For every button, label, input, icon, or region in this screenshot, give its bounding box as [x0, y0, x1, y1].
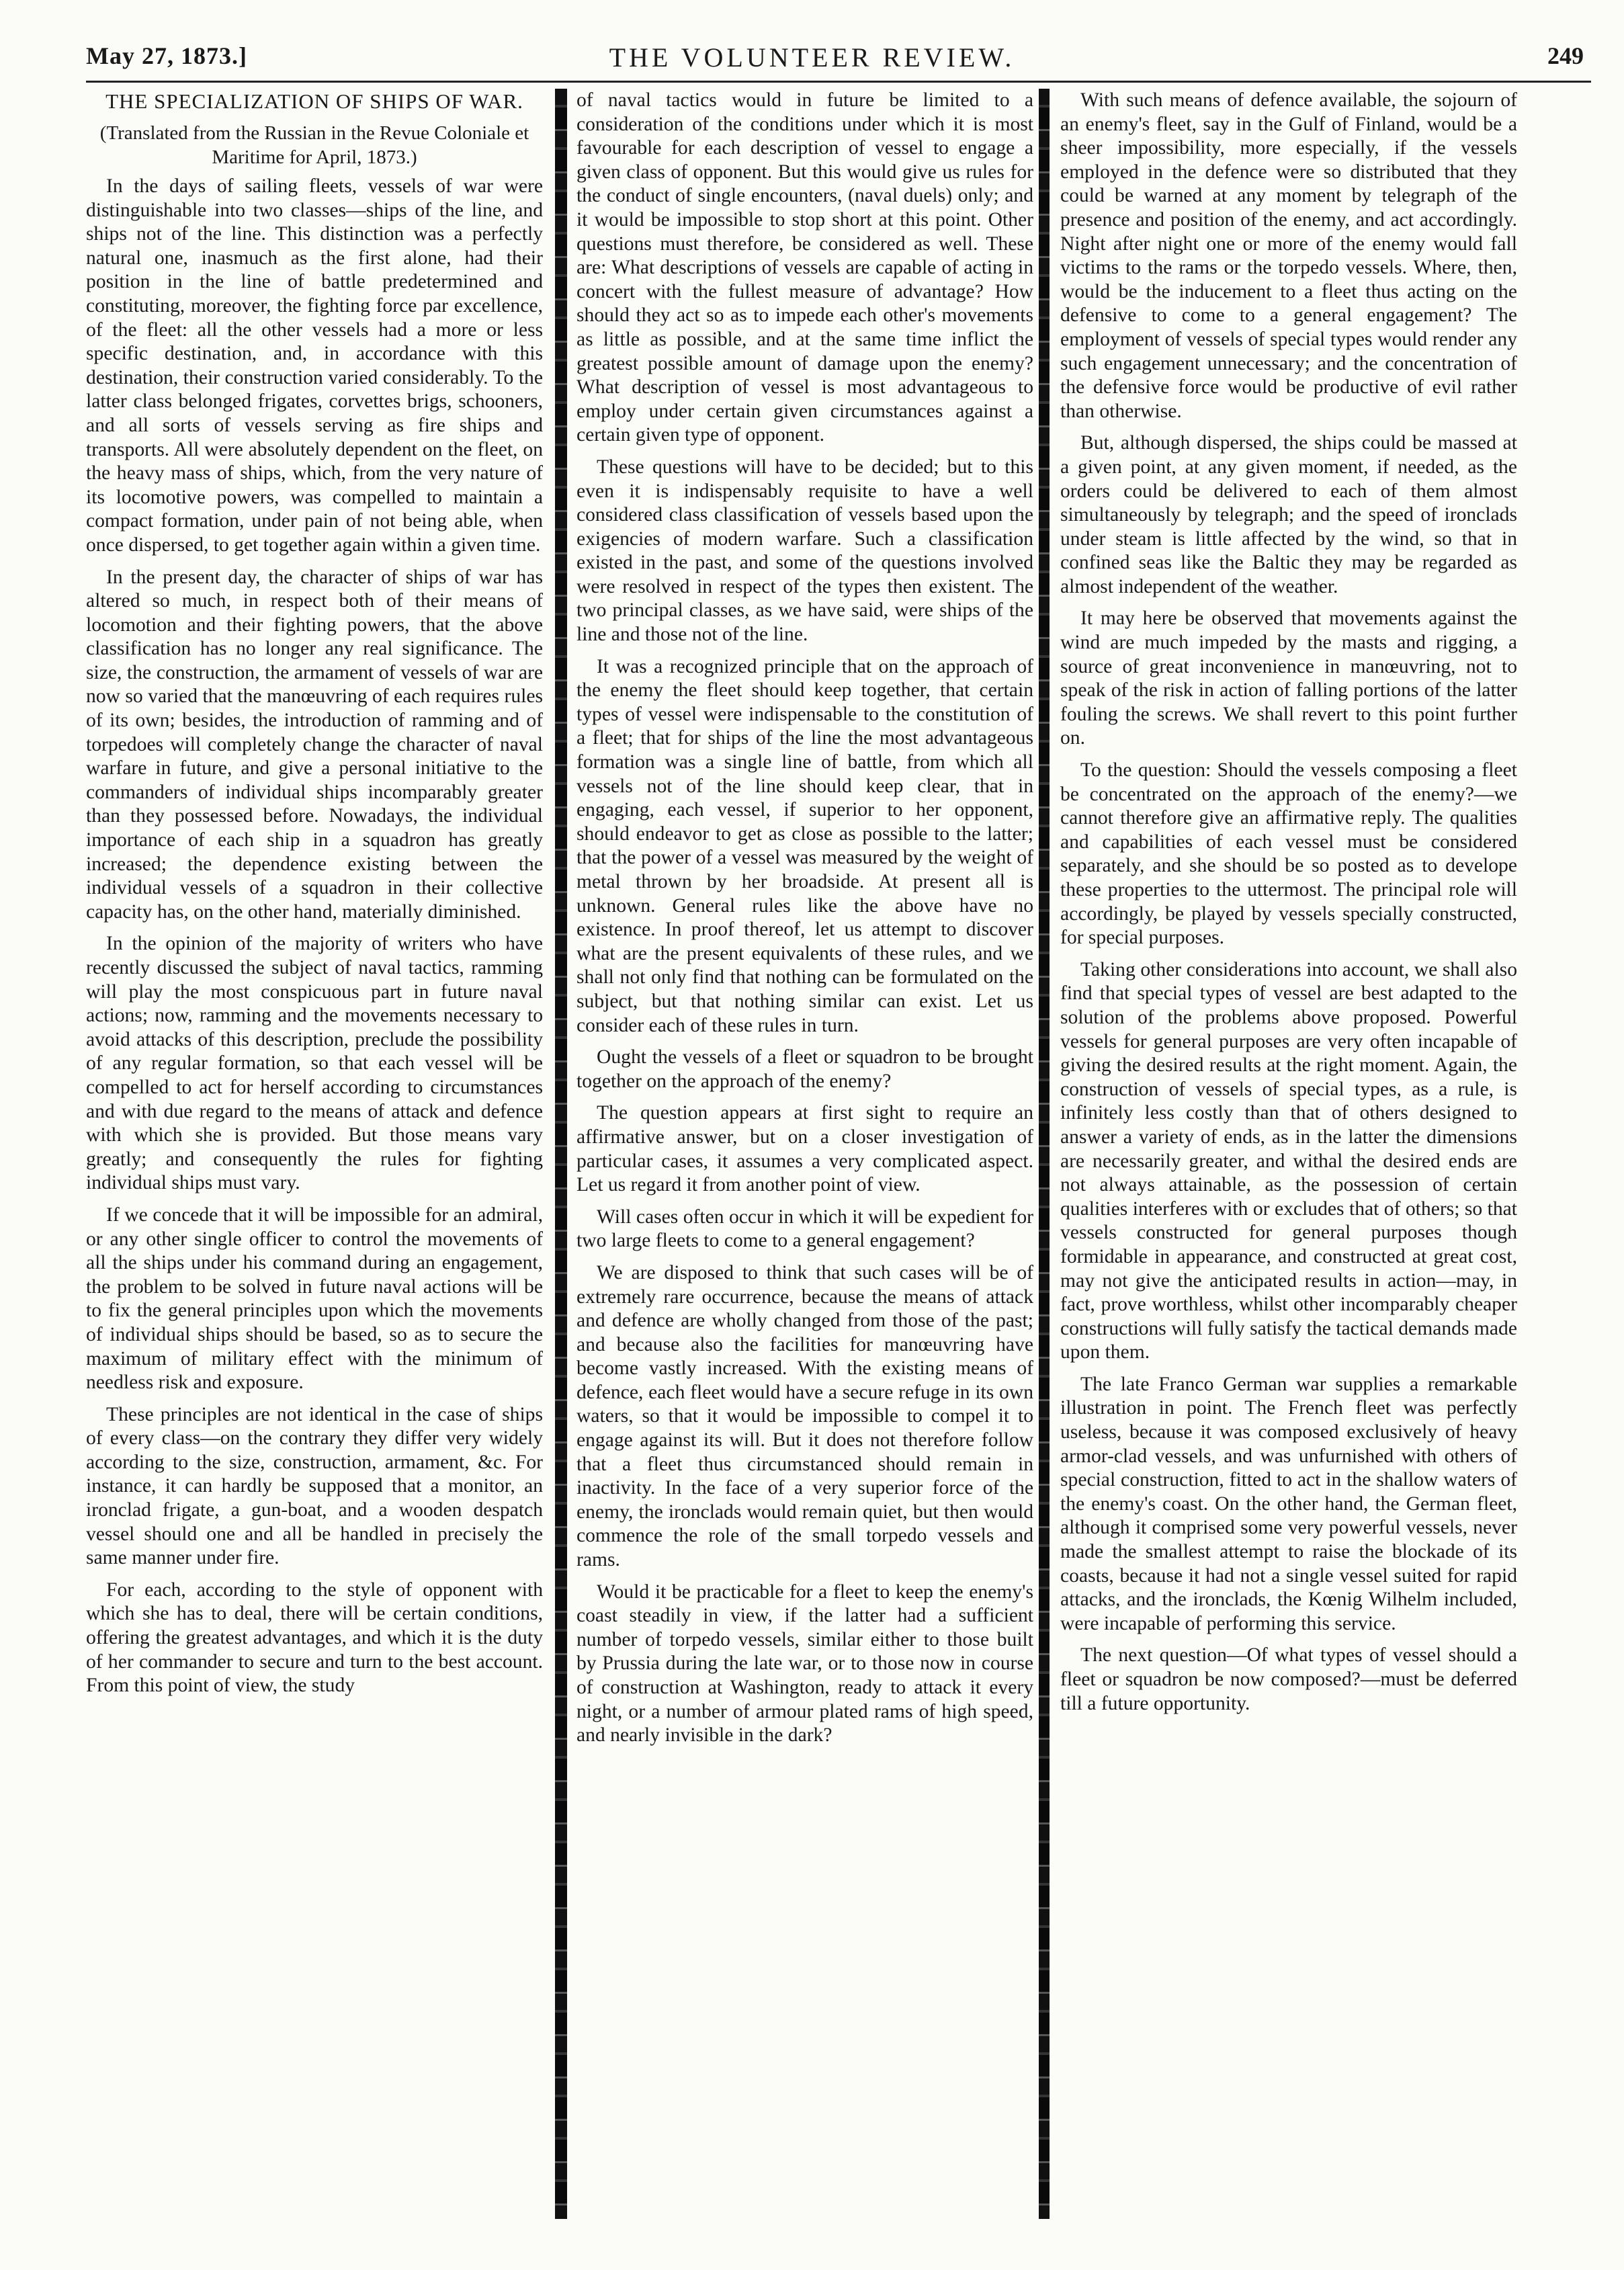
paragraph: The next question—Of what types of vessel should a fleet or squadron be now composed?—must be deferred till a future opportunity.: [1060, 1644, 1517, 1714]
page-number: 249: [1547, 42, 1584, 69]
paragraph: Taking other considerations into account, we shall also find that special types of vessel are best adapted to the solution of the problems above proposed. Powerful vessels for general purposes are very often incapable of giving the desired results at the right moment. Again, the construction of vessels of special types, as a rule, is infinitely less costly than that of others designed to answer a variety of ends, as in the latter the dimensions are necessarily greater, and withal the desired ends are not always attainable, as the possession of certain qualities interferes with or excludes that of others; so that vessels constructed for general purposes though formidable in appearance, and constructed at great cost, may not give the anticipated results in action—may, in fact, prove worthless, whilst other incomparably cheaper constructions will fully satisfy the tactical demands made upon them.: [1060, 958, 1517, 1363]
issue-date: May 27, 1873.]: [86, 42, 247, 69]
header-rule: [86, 81, 1591, 83]
paragraph: Will cases often occur in which it will be expedient for two large fleets to come to a general engagement?: [576, 1206, 1033, 1252]
article-title: THE SPECIALIZATION OF SHIPS OF WAR.: [105, 89, 523, 113]
article-subtitle: (Translated from the Russian in the Revue Coloniale et Maritime for April, 1873.): [99, 122, 529, 168]
paragraph: In the days of sailing fleets, vessels of war were distinguishable into two classes—ships of the line, and ships not of the line. This distinction was a perfectly natural one, inasmuch as the first alone, had their position in the line of battle predetermined and constituting, moreover, the fighting force par excellence, of the fleet: all the other vessels had a more or less specific destination, and, in accordance with this destination, their construction varied considerably. To the latter class belonged frigates, corvettes brigs, schooners, and all sorts of vessels serving as fire ships and transports. All were absolutely dependent on the fleet, on the heavy mass of ships, which, from the very nature of its locomotive powers, was compelled to maintain a compact formation, under pain of not being able, when once dispersed, to get together again within a given time.: [86, 175, 543, 556]
paragraph: In the present day, the character of ships of war has altered so much, in respect both of their means of locomotion and their fighting powers, that the above classification has no longer any real significance. The size, the construction, the armament of vessels of war are now so varied that the manœuvring of each requires rules of its own; besides, the introduction of ramming and of torpedoes will completely change the character of naval warfare in future, and give a personal initiative to the commanders of individual ships incomparably greater than they possessed before. Nowadays, the individual importance of each ship in a squadron has greatly increased; the dependence existing between the individual vessels of a squadron in their collective capacity has, on the other hand, materially diminished.: [86, 566, 543, 923]
paragraph: For each, according to the style of opponent with which she has to deal, there will be certain conditions, offering the greatest advantages, and which it is the duty of her commander to secure and turn to the best account. From this point of view, the study: [86, 1579, 543, 1697]
column-2: [576, 89, 1033, 2205]
paragraph: With such means of defence available, the sojourn of an enemy's fleet, say in the Gulf of Finland, would be a sheer impossibility, more especially, if the vessels employed in the defence were so distributed that they could be warned at any moment by telegraph of the presence and position of the enemy, and act accordingly. Night after night one or more of the enemy would fall victims to the rams or the torpedo vessels. Where, then, would be the inducement to a fleet thus acting on the defensive to come to a general engagement? The employment of vessels of special types would render any such engagement unnecessary; and the concentration of the defensive force would be productive of evil rather than otherwise.: [1060, 89, 1517, 422]
paragraph: It was a recognized principle that on the approach of the enemy the fleet should keep together, that certain types of vessel were indispensable to the constitution of a fleet; that for ships of the line the most advantageous formation was a single line of battle, from which all vessels not of the line should keep clear, that in engaging, each vessel, if superior to her opponent, should endeavor to get as close as possible to the latter; that the power of a vessel was measured by the weight of metal thrown by her broadside. At present all is unknown. General rules like the above have no existence. In proof thereof, let us attempt to discover what are the present equivalents of these rules, and we shall not only find that nothing can be formulated on the subject, but that nothing similar can exist. Let us consider each of these rules in turn.: [576, 655, 1033, 1036]
paragraph: If we concede that it will be impossible for an admiral, or any other single officer to control the movements of all the ships under his command during an engagement, the problem to be solved in future naval actions will be to fix the general principles upon which the movements of individual ships should be based, so as to secure the maximum of military effect with the minimum of needless risk and exposure.: [86, 1204, 543, 1394]
page-header: [0, 42, 1624, 82]
paragraph: To the question: Should the vessels composing a fleet be concentrated on the approach of the enemy?—we cannot therefore give an affirmative reply. The qualities and capabilities of each vessel must be considered separately, and she should be so posted as to develope these properties to the uttermost. The principal role will accordingly, be played by vessels specially constructed, for special purposes.: [1060, 759, 1517, 949]
paragraph: These questions will have to be decided; but to this even it is indispensably requisite to have a well considered class classification of vessels based upon the exigencies of modern warfare. Such a classification existed in the past, and some of the questions involved were resolved in respect of the types then existent. The two principal classes, as we have said, were ships of the line and those not of the line.: [576, 456, 1033, 646]
paragraph: The question appears at first sight to require an affirmative answer, but on a closer investigation of particular cases, it assumes a very complicated aspect. Let us regard it from another point of view.: [576, 1102, 1033, 1196]
paragraph: Would it be practicable for a fleet to keep the enemy's coast steadily in view, if the latter had a sufficient number of torpedo vessels, similar either to those built by Prussia during the late war, or to those now in course of construction at Washington, ready to attack it every night, or a number of armour plated rams of high speed, and nearly invisible in the dark?: [576, 1581, 1033, 1747]
column-1: [86, 89, 543, 2205]
paragraph: In the opinion of the majority of writers who have recently discussed the subject of naval tactics, ramming will play the most conspicuous part in future naval actions; now, ramming and the movements necessary to avoid attacks of this description, preclude the possibility of any regular formation, so that each vessel will be compelled to act for herself according to circumstances and with due regard to the means of attack and defence with which she is provided. But those means vary greatly; and consequently the rules for fighting individual ships must vary.: [86, 933, 543, 1194]
paragraph: But, although dispersed, the ships could be massed at a given point, at any given moment, if needed, as the orders could be delivered to each of them almost simultaneously by telegraph; and the speed of ironclads under steam is little affected by the wind, so that in confined seas like the Baltic they may be regarded as almost independent of the weather.: [1060, 432, 1517, 597]
paragraph: These principles are not identical in the case of ships of every class—on the contrary they differ very widely according to the size, construction, armament, &c. For instance, it can hardly be supposed that a monitor, an ironclad frigate, a gun-boat, and a wooden despatch vessel should one and all be handled in precisely the same manner under fire.: [86, 1403, 543, 1569]
publication-title: THE VOLUNTEER REVIEW.: [609, 42, 1015, 73]
column-3: [1060, 89, 1517, 2205]
column-divider: [555, 89, 567, 2219]
paragraph: We are disposed to think that such cases will be of extremely rare occurrence, because the means of attack and defence are wholly changed from those of the past; and because also the facilities for manœuvring have become vastly increased. With the existing means of defence, each fleet would have a secure refuge in its own waters, so that it would be impossible to compel it to engage against its will. But it does not therefore follow that a fleet thus circumstanced should remain in inactivity. In the face of a very superior force of the enemy, the ironclads would remain quiet, but then would commence the role of the small torpedo vessels and rams.: [576, 1261, 1033, 1571]
paragraph: The late Franco German war supplies a remarkable illustration in point. The French fleet was perfectly useless, because it was composed exclusively of heavy armor-clad vessels, and was unfurnished with others of special construction, fitted to act in the shallow waters of the enemy's coast. On the other hand, the German fleet, although it comprised some very powerful vessels, never made the smallest attempt to raise the blockade of its coasts, because it had not a single vessel suited for rapid attacks, and the ironclads, the Kœnig Wilhelm included, were incapable of performing this service.: [1060, 1373, 1517, 1634]
column-divider: [1039, 89, 1050, 2219]
paragraph: It may here be observed that movements against the wind are much impeded by the masts and rigging, a source of great inconvenience in manœuvring, not to speak of the risk in action of falling portions of the latter fouling the screws. We shall revert to this point further on.: [1060, 607, 1517, 749]
paragraph: of naval tactics would in future be limited to a consideration of the conditions under which it is most favourable for each description of vessel to engage a given class of opponent. But this would give us rules for the conduct of single encounters, (naval duels) only; and it would be impossible to stop short at this point. Other questions must therefore, be considered as well. These are: What descriptions of vessels are capable of acting in concert with the fullest measure of advantage? How should they act so as to impede each other's movements as little as possible, and at the same time inflict the greatest possible amount of damage upon the enemy? What description of vessel is most advantageous to employ under certain given circumstances against a certain given type of opponent.: [576, 89, 1033, 446]
paragraph: Ought the vessels of a fleet or squadron to be brought together on the approach of the enemy?: [576, 1046, 1033, 1092]
